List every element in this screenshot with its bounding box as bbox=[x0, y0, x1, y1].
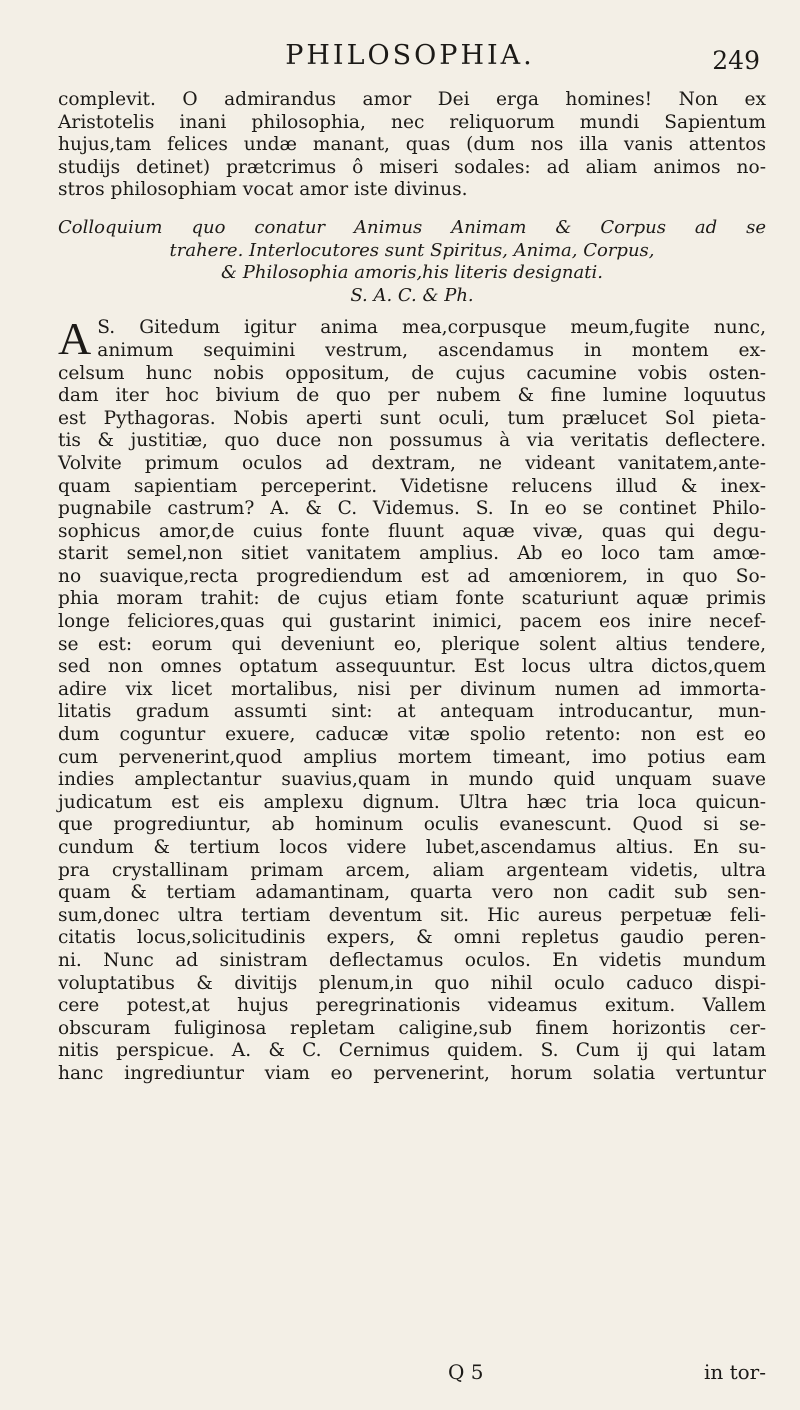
text-line: cere potest,at hujus peregrinationis videamus exitum. Vallem bbox=[58, 995, 766, 1017]
text-line: cundum & tertium locos videre lubet,ascendamus altius. En su- bbox=[58, 837, 766, 858]
spacer bbox=[58, 307, 766, 317]
paragraph-1 bbox=[58, 89, 766, 202]
text-line: Aristotelis inani philosophia, nec reliquorum mundi Sapientum bbox=[58, 111, 766, 133]
text-line: complevit. O admirandus amor Dei erga homines! Non ex bbox=[58, 89, 766, 110]
text-line: studijs detinet) prætcrimus ô miseri sodales: ad aliam animos no- bbox=[58, 156, 766, 178]
text-line: pra crystallinam primam arcem, aliam argenteam videtis, ultra bbox=[58, 859, 766, 881]
running-head: PHILOSOPHIA. bbox=[285, 40, 535, 71]
text-line: est Pythagoras. Nobis aperti sunt oculi, tum prælucet Sol pieta- bbox=[58, 407, 766, 429]
text-line: animum sequimini vestrum, ascendamus in montem ex- bbox=[97, 339, 766, 361]
text-line: sum,donec ultra tertiam deventum sit. Hic aureus perpetuæ feli- bbox=[58, 904, 766, 926]
text-line: cum pervenerint,quod amplius mortem timeant, imo potius eam bbox=[58, 746, 766, 768]
signature-mark: Q 5 bbox=[448, 1360, 484, 1384]
text-line: nitis perspicue. A. & C. Cernimus quidem. S. Cum ij qui latam bbox=[58, 1040, 766, 1062]
text-line: judicatum est eis amplexu dignum. Ultra hæc tria loca quicun- bbox=[58, 791, 766, 813]
paragraph-2-lines bbox=[58, 363, 766, 1086]
speaker-abbreviations: S. A. C. & Ph. bbox=[350, 284, 474, 306]
text-line: Volvite primum oculos ad dextram, ne videant vanitatem,ante- bbox=[58, 452, 766, 474]
text-line: litatis gradum assumti sint: at antequam introducantur, mun- bbox=[58, 701, 766, 723]
text-line: dum coguntur exuere, caducæ vitæ spolio retento: non est eo bbox=[58, 724, 766, 746]
dropcap-block bbox=[58, 313, 766, 365]
text-line: celsum hunc nobis oppositum, de cujus cacumine vobis osten- bbox=[58, 362, 766, 384]
text-line: adire vix licet mortalibus, nisi per divinum numen ad immorta- bbox=[58, 678, 766, 700]
paragraph-2 bbox=[58, 313, 766, 1085]
main-text bbox=[58, 89, 766, 1086]
text-line: pugnabile castrum? A. & C. Videmus. S. In eo se continet Philo- bbox=[58, 498, 766, 520]
drop-cap: A bbox=[58, 313, 92, 365]
text-line: stros philosophiam vocat amor iste divinus. bbox=[58, 179, 468, 201]
page-number: 249 bbox=[712, 46, 760, 75]
text-line: citatis locus,solicitudinis expers, & omni repletus gaudio peren- bbox=[58, 927, 766, 949]
text-line: S. Gitedum igitur anima mea,corpusque meum,fugite nunc, bbox=[97, 317, 766, 339]
page-footer bbox=[58, 1360, 766, 1388]
text-line: se est: eorum qui deveniunt eo, plerique solent altius tendere, bbox=[58, 633, 766, 655]
text-line: tis & justitiæ, quo duce non possumus à via veritatis deflectere. bbox=[58, 430, 766, 452]
text-line: obscuram fuliginosa repletam caligine,sub finem horizontis cer- bbox=[58, 1017, 766, 1039]
text-line: sed non omnes optatum assequuntur. Est locus ultra dictos,quem bbox=[58, 656, 766, 678]
text-line: voluptatibus & divitijs plenum,in quo nihil oculo caduco dispi- bbox=[58, 972, 766, 994]
catchword: in tor- bbox=[703, 1360, 766, 1384]
text-line: hujus,tam felices undæ manant, quas (dum nos illa vanis attentos bbox=[58, 134, 766, 156]
text-line: quam & tertiam adamantinam, quarta vero non cadit sub sen- bbox=[58, 882, 766, 904]
colloquium-heading bbox=[58, 217, 766, 307]
heading-line: trahere. Interlocutores sunt Spiritus, Anima, Corpus, bbox=[169, 239, 655, 261]
text-line: sophicus amor,de cuius fonte fluunt aquæ vivæ, quas qui degu- bbox=[58, 520, 766, 542]
text-line: hanc ingrediuntur viam eo pervenerint, horum solatia vertuntur bbox=[58, 1062, 766, 1084]
text-line: no suavique,recta progrediendum est ad amœniorem, in quo So- bbox=[58, 565, 766, 587]
heading-line: & Philosophia amoris,his literis designati. bbox=[221, 262, 603, 284]
text-line: ni. Nunc ad sinistram deflectamus oculos. En videtis mundum bbox=[58, 949, 766, 971]
page-header bbox=[60, 40, 760, 84]
text-line: starit semel,non sitiet vanitatem amplius. Ab eo loco tam amœ- bbox=[58, 543, 766, 565]
text-line: indies amplectantur suavius,quam in mundo quid unquam suave bbox=[58, 769, 766, 791]
text-line: dam iter hoc bivium de quo per nubem & fine lumine loquutus bbox=[58, 385, 766, 407]
text-line: phia moram trahit: de cujus etiam fonte scaturiunt aquæ primis bbox=[58, 588, 766, 610]
text-line: que progrediuntur, ab hominum oculis evanescunt. Quod si se- bbox=[58, 814, 766, 836]
heading-line: Colloquium quo conatur Animus Animam & Corpus ad se bbox=[58, 216, 766, 238]
text-line: quam sapientiam perceperint. Videtisne relucens illud & inex- bbox=[58, 475, 766, 497]
text-line: longe feliciores,quas qui gustarint inimici, pacem eos inire necef- bbox=[58, 611, 766, 633]
spacer bbox=[58, 202, 766, 217]
